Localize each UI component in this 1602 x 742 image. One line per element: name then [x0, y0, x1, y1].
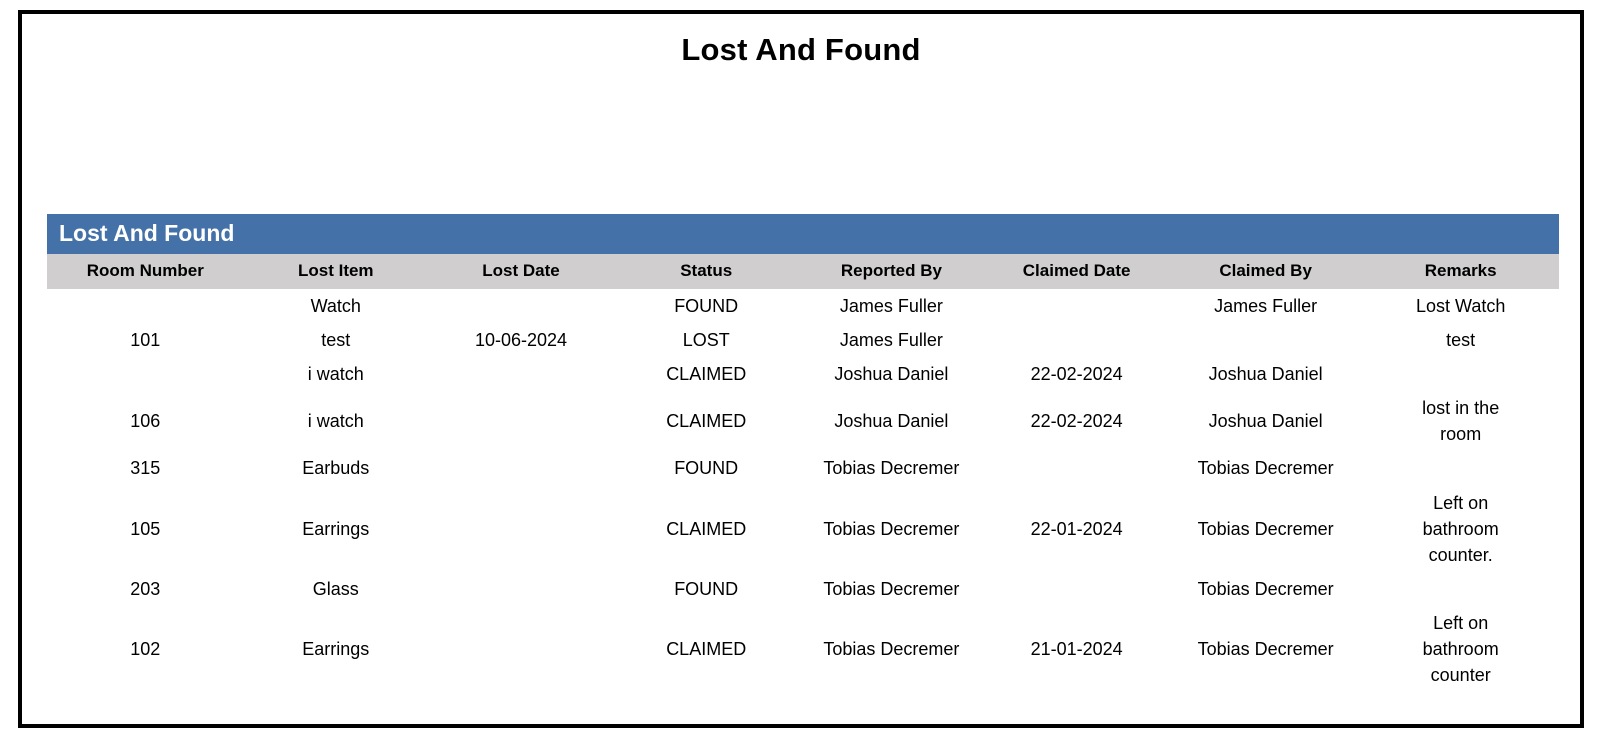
cell-status: CLAIMED	[666, 518, 747, 539]
cell-lost-item: Watch	[310, 296, 361, 316]
column-header-room-number: Room Number	[47, 254, 244, 289]
cell-claimed-date: 21-01-2024	[1030, 639, 1123, 660]
lost-and-found-table	[47, 254, 1559, 692]
cell-reported-by: James Fuller	[839, 296, 943, 316]
table-row	[47, 486, 1559, 572]
cell-claimed-by: Tobias Decremer	[1197, 458, 1334, 479]
cell-remarks	[1362, 451, 1559, 485]
cell-lost-date	[428, 572, 614, 606]
cell-room-number: 102	[130, 639, 161, 660]
cell-room-number: 105	[130, 518, 161, 539]
cell-reported-by: Joshua Daniel	[834, 364, 949, 385]
cell-lost-item: i watch	[307, 411, 364, 432]
cell-lost-date	[428, 391, 614, 451]
cell-reported-by: Joshua Daniel	[834, 411, 949, 432]
lost-and-found-table-container	[47, 214, 1559, 692]
cell-room-number	[47, 357, 244, 391]
cell-lost-item: Earbuds	[302, 458, 370, 479]
cell-claimed-date	[984, 572, 1168, 606]
cell-room-number: 203	[130, 578, 161, 599]
cell-remarks	[1362, 606, 1559, 692]
cell-claimed-by: Tobias Decremer	[1197, 578, 1334, 599]
column-header-reported-by: Reported By	[798, 254, 984, 289]
column-header-claimed-by: Claimed By	[1169, 254, 1363, 289]
cell-status: FOUND	[674, 458, 739, 479]
remark-text: Lost Watch	[1416, 296, 1506, 316]
column-header-claimed-date: Claimed Date	[984, 254, 1168, 289]
cell-remarks	[1362, 391, 1559, 451]
cell-reported-by: Tobias Decremer	[823, 518, 960, 539]
table-row	[47, 323, 1559, 357]
cell-lost-item: test	[321, 330, 351, 351]
table-row	[47, 289, 1559, 323]
cell-remarks	[1362, 486, 1559, 572]
cell-lost-date	[428, 486, 614, 572]
table-body	[47, 289, 1559, 692]
cell-claimed-by	[1169, 323, 1363, 357]
cell-room-number	[47, 289, 244, 323]
cell-reported-by: James Fuller	[839, 330, 943, 351]
cell-lost-date	[428, 451, 614, 485]
cell-remarks	[1362, 357, 1559, 391]
cell-room-number: 106	[130, 411, 161, 432]
cell-reported-by: Tobias Decremer	[823, 578, 960, 599]
table-row	[47, 451, 1559, 485]
report-frame	[18, 10, 1584, 728]
cell-lost-date: 10-06-2024	[474, 330, 568, 351]
cell-lost-date	[428, 289, 614, 323]
table-row	[47, 357, 1559, 391]
cell-claimed-by: Tobias Decremer	[1197, 639, 1334, 660]
cell-lost-item: Earrings	[302, 518, 370, 539]
cell-remarks	[1362, 323, 1559, 357]
table-row	[47, 606, 1559, 692]
table-banner: Lost And Found	[47, 214, 1559, 254]
remark-text: test	[1446, 330, 1476, 351]
cell-status: CLAIMED	[666, 639, 747, 660]
cell-lost-item: i watch	[307, 364, 364, 385]
cell-lost-date	[428, 357, 614, 391]
cell-claimed-date: 22-02-2024	[1030, 411, 1123, 432]
cell-claimed-date	[984, 289, 1168, 323]
cell-remarks	[1362, 289, 1559, 323]
column-header-lost-date: Lost Date	[428, 254, 614, 289]
cell-lost-item: Glass	[312, 578, 359, 599]
cell-claimed-date	[984, 323, 1168, 357]
page-title: Lost And Found	[681, 32, 921, 67]
table-header-row	[47, 254, 1559, 289]
cell-remarks	[1362, 572, 1559, 606]
cell-status: CLAIMED	[666, 364, 747, 385]
cell-reported-by: Tobias Decremer	[823, 639, 960, 660]
table-row	[47, 572, 1559, 606]
cell-reported-by: Tobias Decremer	[823, 458, 960, 479]
remark-text: Left on bathroom counter.	[1422, 492, 1499, 565]
remark-text: lost in the room	[1422, 398, 1500, 445]
cell-claimed-date: 22-01-2024	[1030, 518, 1123, 539]
table-header	[47, 254, 1559, 289]
cell-claimed-date: 22-02-2024	[1030, 364, 1123, 385]
cell-claimed-by: Joshua Daniel	[1208, 364, 1323, 385]
cell-lost-date	[428, 606, 614, 692]
cell-room-number: 315	[130, 458, 161, 479]
cell-claimed-by: Joshua Daniel	[1208, 411, 1323, 432]
table-row	[47, 391, 1559, 451]
cell-claimed-date	[984, 451, 1168, 485]
column-header-lost-item: Lost Item	[244, 254, 428, 289]
column-header-remarks: Remarks	[1362, 254, 1559, 289]
cell-lost-item: Earrings	[302, 639, 370, 660]
cell-claimed-by: Tobias Decremer	[1197, 518, 1334, 539]
cell-status: CLAIMED	[666, 411, 747, 432]
cell-claimed-by: James Fuller	[1214, 296, 1318, 316]
cell-status: FOUND	[674, 296, 739, 316]
cell-status: FOUND	[674, 578, 739, 599]
cell-room-number: 101	[130, 330, 161, 351]
column-header-status: Status	[614, 254, 798, 289]
remark-text: Left on bathroom counter	[1422, 612, 1499, 686]
cell-status: LOST	[682, 330, 730, 351]
